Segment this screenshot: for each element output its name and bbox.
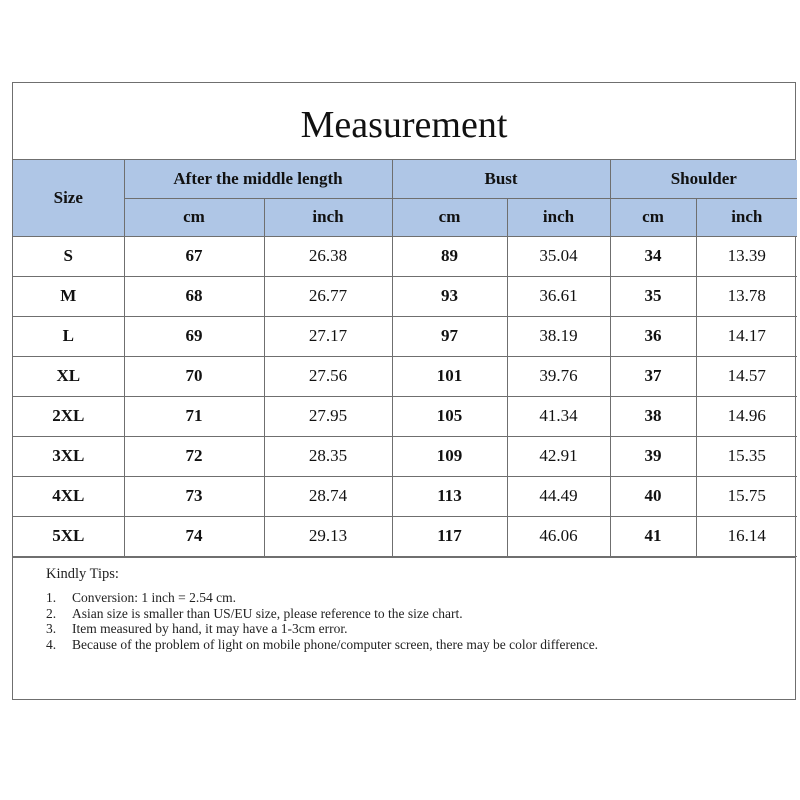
measurement-cell: 14.17	[696, 316, 797, 356]
measurement-cell: 97	[392, 316, 507, 356]
measurement-cell: 46.06	[507, 516, 610, 556]
measurement-cell: 69	[124, 316, 264, 356]
shoulder-group-header: Shoulder	[610, 160, 797, 198]
measurement-cell: 14.57	[696, 356, 797, 396]
size-cell: 3XL	[13, 436, 124, 476]
measurement-cell: 113	[392, 476, 507, 516]
measurement-cell: 27.95	[264, 396, 392, 436]
size-cell: 4XL	[13, 476, 124, 516]
measurement-cell: 109	[392, 436, 507, 476]
measurement-cell: 29.13	[264, 516, 392, 556]
measurement-cell: 36	[610, 316, 696, 356]
measurement-cell: 41.34	[507, 396, 610, 436]
measurement-cell: 38.19	[507, 316, 610, 356]
measurement-cell: 105	[392, 396, 507, 436]
table-row	[13, 396, 797, 436]
unit-header-row	[13, 198, 797, 236]
measurement-cell: 42.91	[507, 436, 610, 476]
tip-text: Item measured by hand, it may have a 1-3cm error.	[72, 621, 348, 636]
size-cell: S	[13, 236, 124, 276]
measurement-cell: 15.35	[696, 436, 797, 476]
size-chart-table	[13, 160, 797, 557]
tip-text: Because of the problem of light on mobile phone/computer screen, there may be color difference.	[72, 636, 599, 652]
tip-number: 1.	[46, 590, 57, 605]
tip-text: Asian size is smaller than US/EU size, please reference to the size chart.	[72, 605, 463, 621]
measurement-sheet	[12, 82, 796, 700]
measurement-cell: 27.17	[264, 316, 392, 356]
size-cell: 2XL	[13, 396, 124, 436]
tip-item	[46, 606, 795, 622]
tip-item	[46, 621, 795, 637]
measurement-cell: 37	[610, 356, 696, 396]
unit-header: inch	[696, 198, 797, 236]
measurement-cell: 38	[610, 396, 696, 436]
table-row	[13, 236, 797, 276]
unit-header: cm	[392, 198, 507, 236]
measurement-cell: 13.78	[696, 276, 797, 316]
measurement-cell: 35.04	[507, 236, 610, 276]
table-row	[13, 276, 797, 316]
tip-number: 2.	[46, 605, 57, 621]
size-column-header: Size	[13, 160, 124, 236]
table-row	[13, 476, 797, 516]
table-row	[13, 316, 797, 356]
measurement-cell: 44.49	[507, 476, 610, 516]
page-title: Measurement	[13, 83, 795, 160]
measurement-cell: 72	[124, 436, 264, 476]
kindly-tips	[13, 557, 795, 653]
measurement-cell: 13.39	[696, 236, 797, 276]
measurement-cell: 101	[392, 356, 507, 396]
measurement-cell: 117	[392, 516, 507, 556]
measurement-cell: 14.96	[696, 396, 797, 436]
measurement-cell: 28.74	[264, 476, 392, 516]
measurement-cell: 35	[610, 276, 696, 316]
measurement-cell: 67	[124, 236, 264, 276]
measurement-cell: 40	[610, 476, 696, 516]
unit-header: inch	[264, 198, 392, 236]
measurement-cell: 28.35	[264, 436, 392, 476]
measurement-cell: 16.14	[696, 516, 797, 556]
table-row	[13, 436, 797, 476]
measurement-cell: 36.61	[507, 276, 610, 316]
measurement-cell: 89	[392, 236, 507, 276]
measurement-cell: 41	[610, 516, 696, 556]
measurement-cell: 68	[124, 276, 264, 316]
measurement-cell: 93	[392, 276, 507, 316]
size-cell: M	[13, 276, 124, 316]
measurement-cell: 34	[610, 236, 696, 276]
size-rows	[13, 236, 797, 556]
tip-item	[46, 590, 795, 606]
size-cell: XL	[13, 356, 124, 396]
unit-header: cm	[610, 198, 696, 236]
size-cell: L	[13, 316, 124, 356]
measurement-cell: 27.56	[264, 356, 392, 396]
unit-header: cm	[124, 198, 264, 236]
measurement-cell: 71	[124, 396, 264, 436]
group-header-row	[13, 160, 797, 198]
length-group-header: After the middle length	[124, 160, 392, 198]
tip-text: Conversion: 1 inch = 2.54 cm.	[72, 590, 236, 605]
measurement-cell: 26.77	[264, 276, 392, 316]
size-cell: 5XL	[13, 516, 124, 556]
table-row	[13, 356, 797, 396]
measurement-cell: 39.76	[507, 356, 610, 396]
measurement-cell: 39	[610, 436, 696, 476]
measurement-cell: 70	[124, 356, 264, 396]
tip-item	[46, 637, 795, 653]
measurement-cell: 74	[124, 516, 264, 556]
tip-number: 4.	[46, 636, 57, 652]
tips-title: Kindly Tips:	[46, 565, 119, 582]
measurement-cell: 15.75	[696, 476, 797, 516]
measurement-cell: 73	[124, 476, 264, 516]
bust-group-header: Bust	[392, 160, 610, 198]
measurement-cell: 26.38	[264, 236, 392, 276]
tip-number: 3.	[46, 621, 57, 636]
unit-header: inch	[507, 198, 610, 236]
table-row	[13, 516, 797, 556]
